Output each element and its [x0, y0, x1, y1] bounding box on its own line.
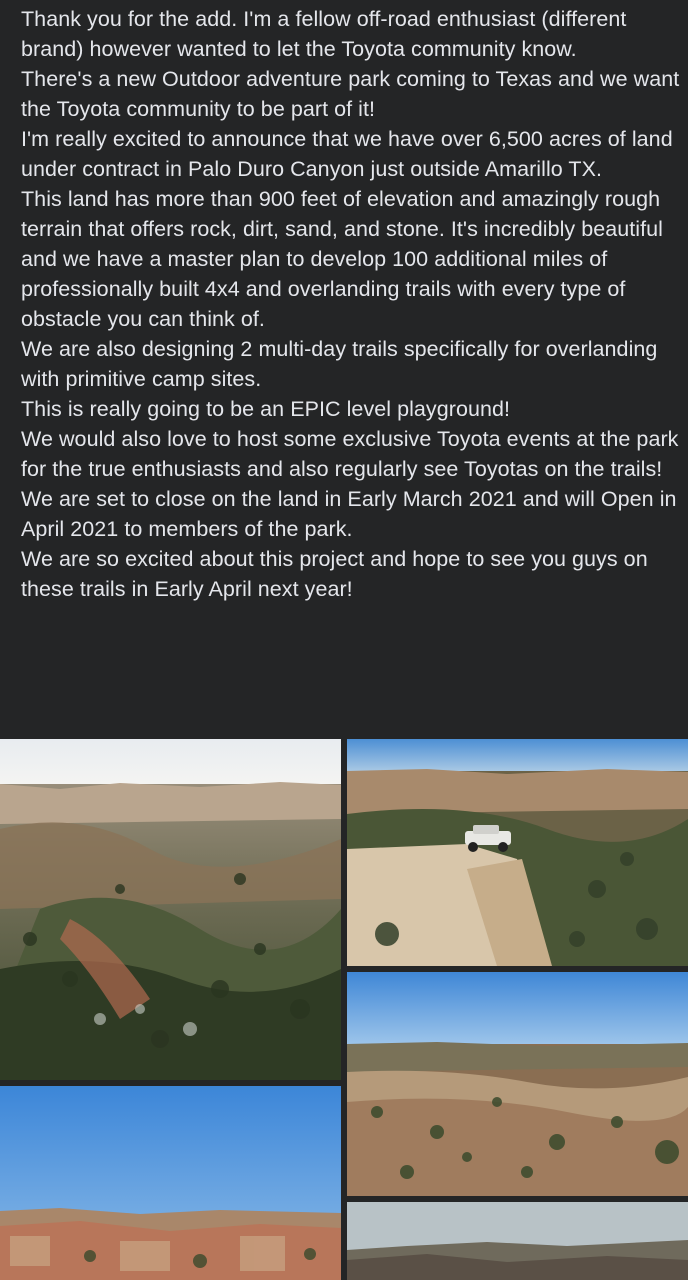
- photo-canyon-sky[interactable]: [0, 1086, 341, 1280]
- canyon-image: [0, 1086, 341, 1280]
- post-paragraph: There's a new Outdoor adventure park coming to Texas and we want the Toyota community to be part of it!: [21, 67, 680, 121]
- post-paragraph: Thank you for the add. I'm a fellow off-road enthusiast (different brand) however wanted to let the Toyota community know.: [21, 7, 627, 61]
- post-text: [21, 4, 681, 604]
- post-paragraph: I'm really excited to announce that we have over 6,500 acres of land under contract in Palo Duro Canyon just outside Amarillo TX.: [21, 127, 673, 181]
- canyon-image: [0, 739, 341, 1080]
- post-paragraph: We are set to close on the land in Early March 2021 and will Open in April 2021 to members of the park.: [21, 487, 677, 541]
- canyon-image: [347, 739, 688, 966]
- canyon-image: [347, 972, 688, 1196]
- post-paragraph: We are so excited about this project and hope to see you guys on these trails in Early April next year!: [21, 547, 648, 601]
- post-paragraph: We would also love to host some exclusive Toyota events at the park for the true enthusiasts and also regularly see Toyotas on the trails!: [21, 427, 679, 481]
- photo-canyon-valley[interactable]: [0, 739, 341, 1080]
- photo-jeep-on-cliff[interactable]: [347, 739, 688, 966]
- post-paragraph: This land has more than 900 feet of elevation and amazingly rough terrain that offers rock, dirt, sand, and stone. It's incredibly beautiful and we have a master plan to develop 100 additional miles of professionally built 4x4 and overlanding trails with every type of obstacle you can think of.: [21, 187, 663, 331]
- canyon-image: [347, 1202, 688, 1280]
- post-paragraph: This is really going to be an EPIC level playground!: [21, 397, 511, 421]
- photo-canyon-rim[interactable]: [347, 972, 688, 1196]
- post-paragraph: We are also designing 2 multi-day trails specifically for overlanding with primitive camp sites.: [21, 337, 658, 391]
- photo-canyon-overlook[interactable]: [347, 1202, 688, 1280]
